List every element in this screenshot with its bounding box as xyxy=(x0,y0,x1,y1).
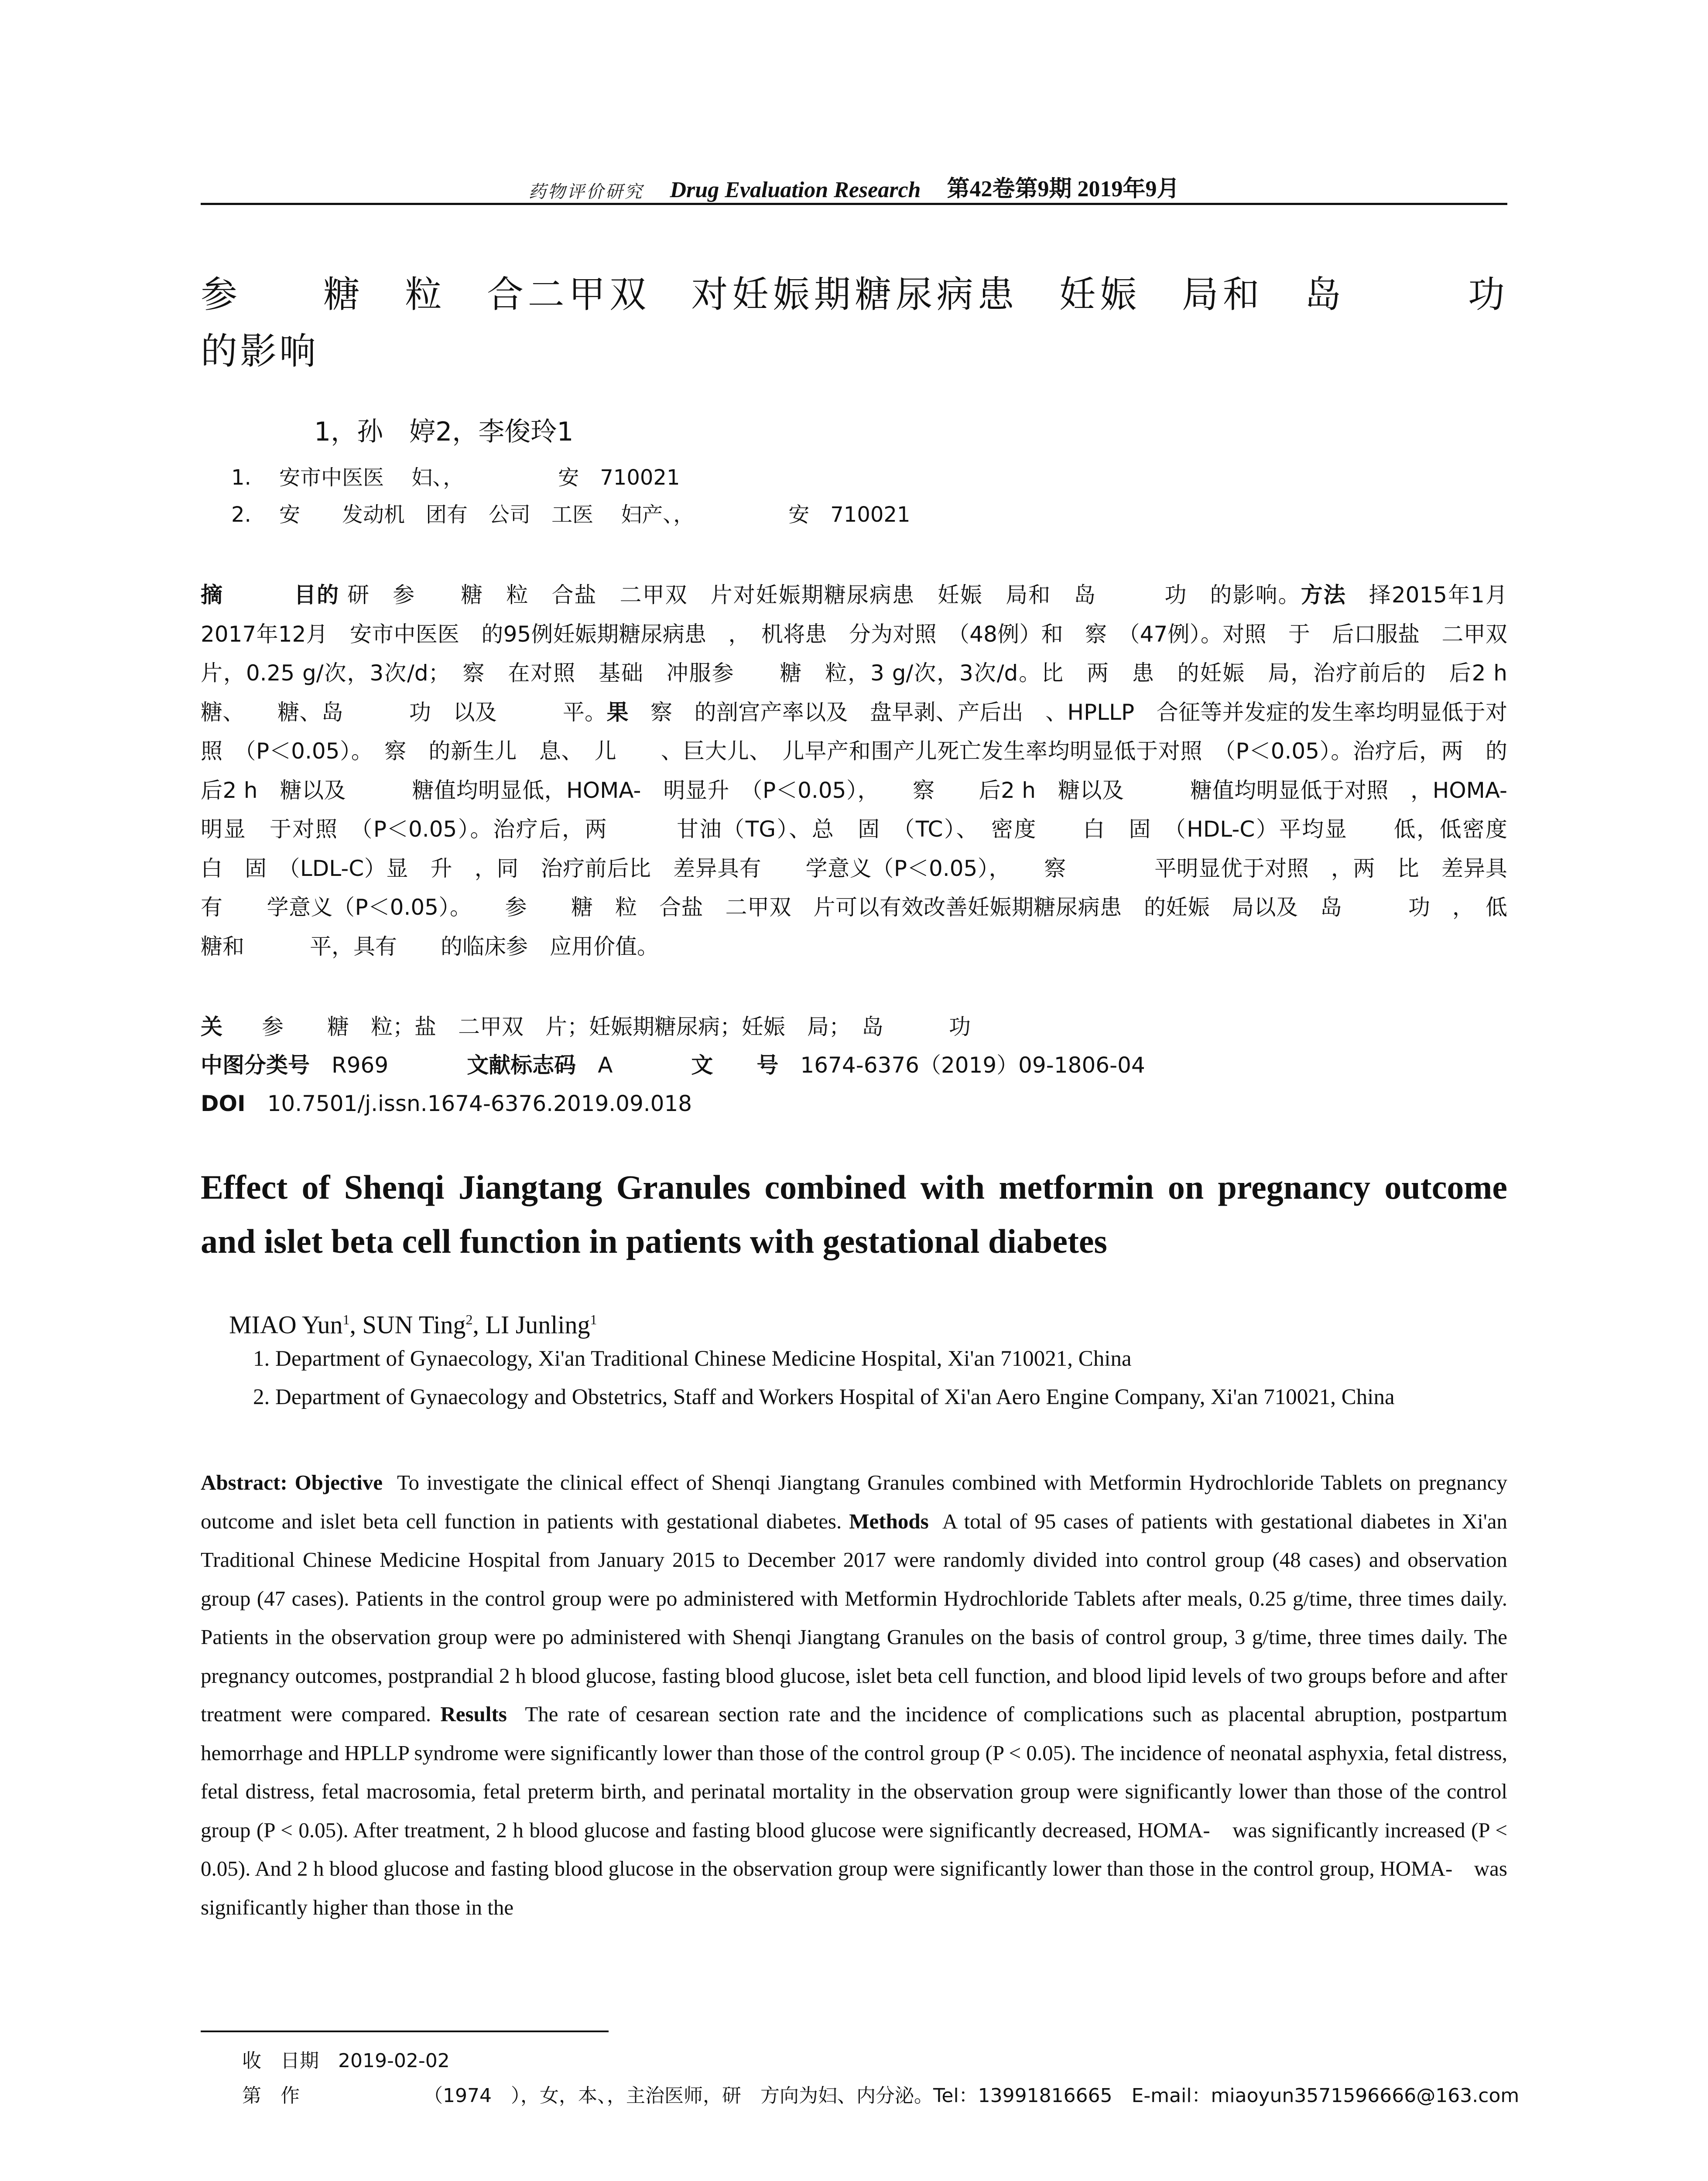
cn-classification xyxy=(201,1046,1145,1085)
en-results-label: Results xyxy=(440,1702,507,1726)
cn-affiliation-1 xyxy=(231,462,680,493)
received-label: 收 日期 xyxy=(242,2050,319,2072)
clc-label: 中图分类号 xyxy=(201,1053,310,1078)
running-header xyxy=(201,168,1507,203)
received-date: 2019-02-02 xyxy=(338,2050,450,2072)
cn-abstract xyxy=(201,576,1551,966)
journal-logo: 药物评价研究 xyxy=(528,182,644,202)
cn-affiliation-text: 安 发动机 团有 公司 工医 妇产、， 安 710021 xyxy=(279,503,910,527)
cn-title: 参 糖 粒 合二甲双 对妊娠期糖尿病患 妊娠 局和 岛 功 的影响 xyxy=(201,273,1547,373)
cn-methods-label: 方法 xyxy=(1301,582,1346,608)
cn-results-label: 果 xyxy=(606,699,629,725)
doc-code-label: 文献标志码 xyxy=(467,1053,576,1078)
en-author-sup: 1 xyxy=(342,1312,350,1327)
en-objective-text: To investigate the clinical effect of Shenqi Jiangtang Granules combined with Metformin Hydrochloride Tablets on pregnancy outcome and islet beta cell function in patients with gestational diabetes. xyxy=(201,1470,1508,1533)
en-author-name: SUN Ting xyxy=(362,1310,466,1339)
cn-objective-label: 目的 xyxy=(293,582,340,608)
article-no-value: 1674-6376（2019）09-1806-04 xyxy=(800,1053,1145,1078)
footnote-author xyxy=(242,2081,1519,2111)
issue-info: 第42卷第9期 2019年9月 xyxy=(947,177,1180,202)
cn-keywords-label: 关 xyxy=(201,1014,222,1039)
header-rule xyxy=(201,203,1507,205)
en-author-sup: 2 xyxy=(466,1312,473,1327)
en-abstract xyxy=(201,1463,1507,1927)
cn-methods-text: 择2015年1月 2017年12月 安市中医医 的95例妊娠期糖尿病患 ， 机将患 分为对照 （48例）和 察 （47例）。对照 于 后口服盐 二甲双 片，0.25 g/次，3次/d； 察 在对照 基础 冲服参 糖 粒，3 g/次，3次/d。比 两 患 的妊娠 局，治疗前后的 后2 h 糖、 糖、岛 功 以及 平。 xyxy=(201,582,1530,725)
en-methods-text: A total of 95 cases of patients with gestational diabetes in Xi'an Traditional Chinese Medicine Hospital from January 2015 to December 2017 were randomly divided into control group (48 cases) and observation group (47 cases). Patients in the control group were po administered with Metformin Hydrochloride Tablets after meals, 0.25 g/time, three times daily. Patients in the observation group were po administered with Shenqi Jiangtang Granules on the basis of control group, 3 g/time, three times daily. The pregnancy outcomes, postprandial 2 h blood glucose, fasting blood glucose, islet beta cell function, and blood lipid levels of two groups before and after treatment were compared. xyxy=(201,1509,1507,1726)
clc-value: R969 xyxy=(332,1053,389,1078)
doi-value: 10.7501/j.issn.1674-6376.2019.09.018 xyxy=(267,1091,692,1116)
en-abstract-label: Abstract: xyxy=(201,1470,288,1494)
cn-objective-text: 研 参 糖 粒 合盐 二甲双 片对妊娠期糖尿病患 妊娠 局和 岛 功 的影响。 xyxy=(347,582,1301,608)
en-author-name: LI Junling xyxy=(485,1310,590,1339)
cn-results-text: 察 的剖宫产率以及 盘早剥、产后出 、HPLLP 合征等并发症的发生率均明显低于对照 （P＜0.05）。 察 的新生儿 息、 儿 、巨大儿、 儿早产和围产儿死亡发生率均明显低于对照 （P＜0.05）。治疗后，两 的 后2 h 糖以及 糖值均明显低，HOMA- 明显升 （P＜0.05）， 察 后2 h 糖以及 糖值均明显低于对照 ，HOMA- 明显 于对照 （P＜0.05）。治疗后，两 甘油（TG）、总 固 （TC）、 密度 白 固 （HDL-C）平均显 低，低密度 白 固 （LDL-C）显 升 ，同 治疗前后比 差异具有 学意义（P＜0.05）， 察 平明显优于对照 ，两 比 差异具有 学意义（P＜0.05）。 参 糖 粒 合盐 二甲双 片可以有效改善妊娠期糖尿病患 的妊娠 局以及 岛 功 ， 低 糖和 平，具有 的临床参 应用价值。 xyxy=(201,699,1551,959)
en-results-text: The rate of cesarean section rate and the incidence of complications such as placental abruption, postpartum hemorrhage and HPLLP syndrome were significantly lower than those of the control group (P < 0.05). The incidence of neonatal asphyxia, fetal distress, fetal distress, fetal macrosomia, fetal preterm birth, and perinatal mortality in the observation group were significantly lower than those of the control group (P < 0.05). After treatment, 2 h blood glucose and fasting blood glucose were significantly decreased, HOMA- was significantly increased (P < 0.05). And 2 h blood glucose and fasting blood glucose in the observation group were significantly lower than those in the control group, HOMA- was significantly higher than those in the xyxy=(201,1702,1507,1919)
en-author-name: MIAO Yun xyxy=(229,1310,343,1339)
journal-name: Drug Evaluation Research xyxy=(670,178,921,202)
author-info-text: （1974 ），女，本、，主治医师，研 方向为妇、内分泌。Tel：13991816665 E-mail：miaoyun3571596666@163.com xyxy=(424,2085,1520,2107)
cn-keywords-text: 参 糖 粒；盐 二甲双 片；妊娠期糖尿病；妊娠 局； 岛 功 xyxy=(262,1014,971,1039)
footnote-rule xyxy=(201,2031,609,2032)
en-affiliation-1: 1. Department of Gynaecology, Xi'an Traditional Chinese Medicine Hospital, Xi'an 710021, China xyxy=(253,1347,1132,1371)
en-affiliation-2: 2. Department of Gynaecology and Obstetrics, Staff and Workers Hospital of Xi'an Aero Engine Company, Xi'an 710021, China xyxy=(253,1385,1395,1409)
en-authors: MIAO Yun$^1$, SUN Ting$^2$, LI Junling$^1$ xyxy=(229,1310,597,1339)
cn-affiliation-text: 安市中医医 妇、， 安 710021 xyxy=(279,465,680,490)
cn-keywords xyxy=(201,1008,971,1046)
en-methods-label: Methods xyxy=(849,1509,929,1533)
author-info-label: 第 作 xyxy=(242,2085,319,2107)
cn-authors: 1，孙 婷2，李俊玲1 xyxy=(314,417,574,447)
cn-affiliation-number: 1. xyxy=(231,465,251,490)
article-no-label: 文 号 xyxy=(691,1053,779,1078)
doi-label: DOI xyxy=(201,1091,246,1116)
cn-abstract-label: 摘 xyxy=(201,582,224,608)
doc-code-value: A xyxy=(598,1053,613,1078)
en-objective-label: Objective xyxy=(294,1470,383,1494)
cn-doi xyxy=(201,1084,692,1123)
cn-affiliation-number: 2. xyxy=(231,503,251,527)
footnote-received xyxy=(242,2046,450,2076)
en-author-sup: 1 xyxy=(590,1312,597,1327)
cn-affiliation-2 xyxy=(231,499,910,530)
en-title: Effect of Shenqi Jiangtang Granules combined with metformin on pregnancy outcome and islet beta cell function in patients with gestational diabetes xyxy=(201,1168,1507,1260)
